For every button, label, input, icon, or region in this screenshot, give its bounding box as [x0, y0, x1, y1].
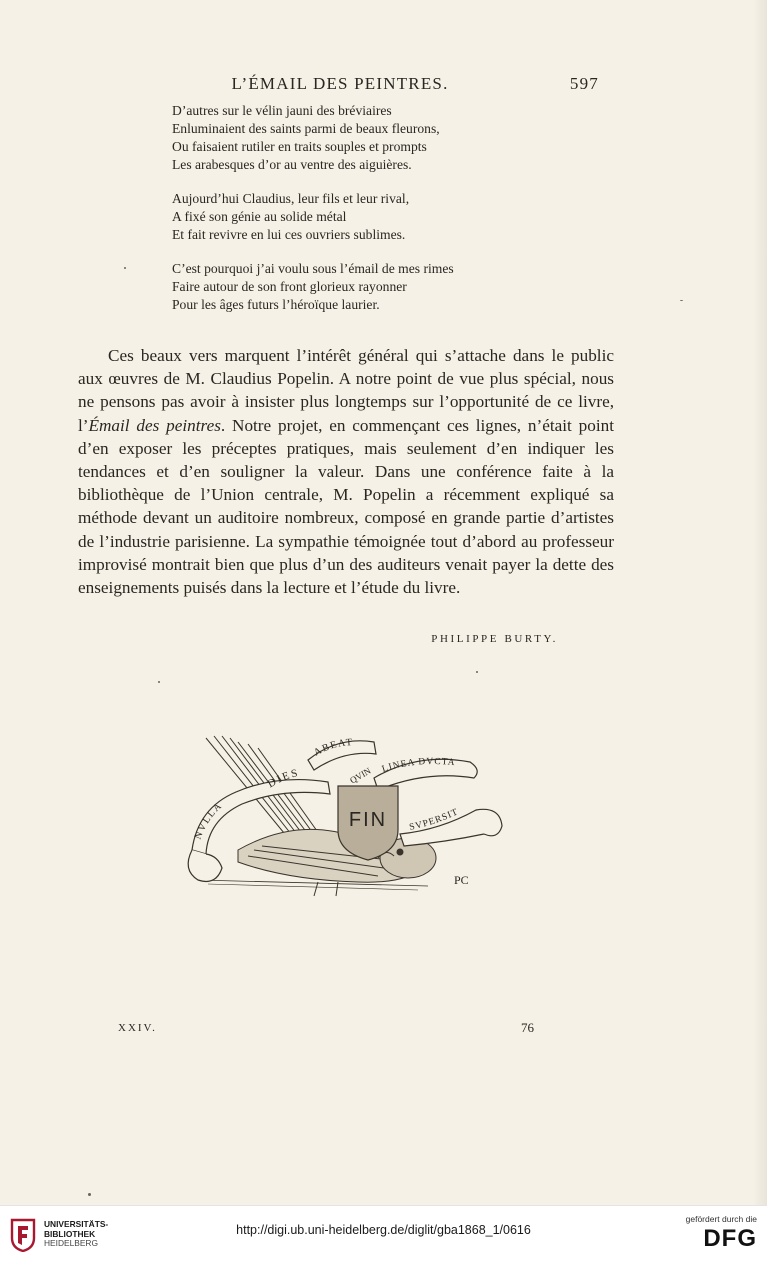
institution-line: UNIVERSITÄTS- [44, 1219, 109, 1229]
artist-monogram: PC [454, 873, 469, 887]
signature-mark: XXIV. [118, 1022, 157, 1034]
fin-vignette [178, 730, 508, 900]
author-signature: PHILIPPE BURTY. [431, 633, 558, 645]
poem-stanza [172, 260, 612, 314]
poem-line: A fixé son génie au solide métal [172, 209, 347, 224]
poem-line: Et fait revivre en lui ces ouvriers sublimes. [172, 227, 406, 242]
paper-speck [476, 671, 478, 673]
poem-line: Les arabesques d’or au ventre des aiguières. [172, 157, 412, 172]
page-number: 597 [569, 74, 599, 93]
viewer-footer-bar [0, 1205, 767, 1264]
poem-line: Pour les âges futurs l’héroïque laurier. [172, 297, 380, 312]
funder-credit [673, 1214, 757, 1254]
sheet-number: 76 [521, 1020, 534, 1035]
paper-speck [680, 300, 683, 301]
poem-line: Aujourd’hui Claudius, leur fils et leur rival, [172, 191, 410, 206]
poem-line: C’est pourquoi j’ai voulu sous l’émail de mes rimes [172, 261, 454, 276]
ribbon-word: SVPERSIT [408, 807, 461, 833]
permalink-url[interactable]: http://digi.ub.uni-heidelberg.de/diglit/gba1868_1/0616 [236, 1223, 531, 1237]
paper-speck [124, 267, 126, 269]
poem-line: D’autres sur le vélin jauni des bréviaires [172, 103, 392, 118]
ribbon-word: LINEA DVCTA [380, 756, 457, 775]
ribbon-word: ABEAT [312, 737, 354, 759]
paper-speck [88, 1193, 91, 1196]
poem-line: Enluminaient des saints parmi de beaux fleurons, [172, 121, 440, 136]
dfg-logo: DFG [703, 1225, 757, 1252]
paper-speck [158, 681, 160, 683]
institution-line: HEIDELBERG [44, 1238, 98, 1249]
running-title: L’ÉMAIL DES PEINTRES. [231, 74, 449, 93]
paragraph-text: Ces beaux vers marquent l’intérêt général qui s’attache dans le public aux œuvres de M. Claudius Popelin. A notre point de vue plus spécial, nous ne pensons pas avoir à insister plus longtemps sur l’opportunité de ce livre, l’ [78, 346, 614, 435]
running-head [0, 74, 767, 98]
paragraph-text: . Notre projet, en commençant ces lignes, n’était point d’en exposer les préceptes pratiques, mais seulement d’en indiquer les tendances et d’en souligner la valeur. Dans une conférence faite à la bibliothèque de l’Union centrale, M. Popelin a récemment expliqué sa méthode devant un auditoire nombreux, composé en grande partie d’artistes de l’industrie parisienne. La sympathie témoignée tout d’abord au professeur improvisé montrait bien que plus d’un des auditeurs venait payer la dette des enseignements puisés dans la lecture et l’étude du livre. [78, 415, 614, 598]
poem-line: Ou faisaient rutiler en traits souples et prompts [172, 139, 427, 154]
ribbon-word: DIES [265, 766, 301, 791]
shield-text: FIN [348, 809, 388, 831]
institution-line: BIBLIOTHEK [44, 1228, 96, 1239]
book-title-italic: Émail des peintres [88, 415, 221, 435]
body-paragraph [78, 344, 614, 599]
poem-stanza [172, 190, 612, 244]
poem [172, 102, 612, 330]
ribbon-word: QVIN [348, 765, 373, 786]
poem-stanza [172, 102, 612, 174]
funded-by-label: gefördert durch die [685, 1214, 757, 1224]
page-edge-shadow [753, 0, 767, 1205]
ribbon-word: NVLLA [192, 800, 225, 841]
poem-line: Faire autour de son front glorieux rayonner [172, 279, 407, 294]
